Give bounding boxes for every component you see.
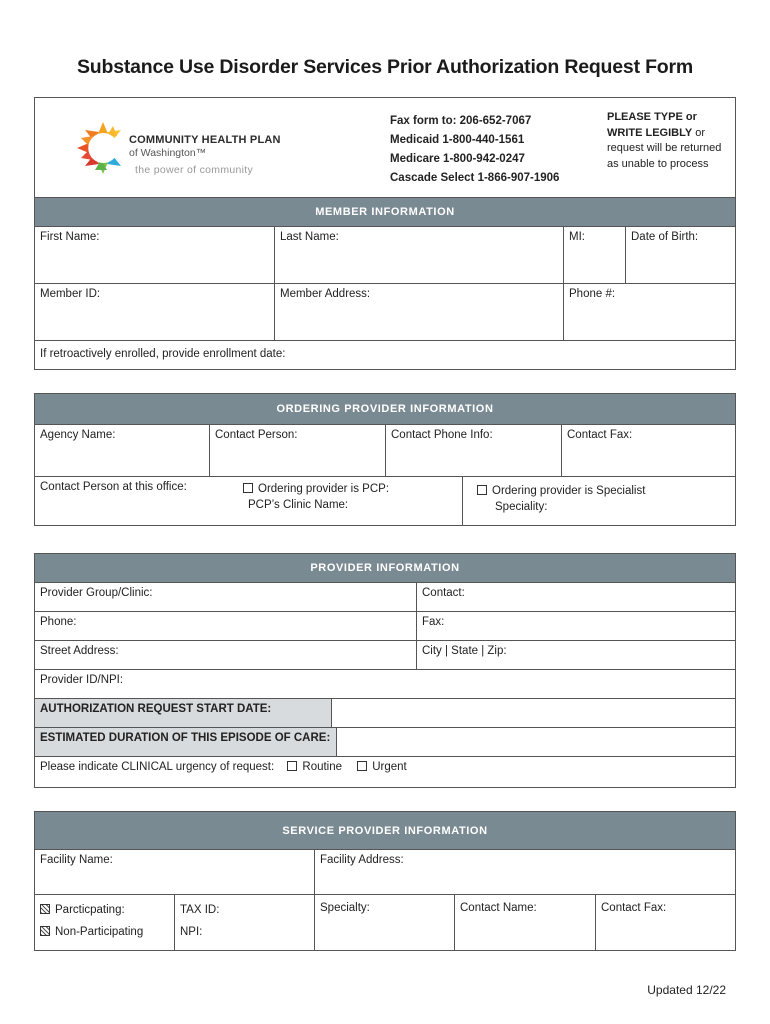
specialist-checkbox[interactable] [477,485,487,495]
logo-tagline: the power of community [135,164,254,176]
agency-name-field[interactable] [35,425,210,477]
participating-label: Parcticpating: [55,904,125,916]
member-id-label: Member ID: [40,288,101,300]
participating-option[interactable] [40,899,169,921]
form-header [34,97,736,198]
member-address-field[interactable] [275,284,564,341]
contact-phone-field[interactable] [386,425,562,477]
fax-contact-block [390,112,559,188]
service-npi-label: NPI: [180,926,203,938]
contact-phone-label: Contact Phone Info: [391,429,493,441]
legibility-notice-rest: or request will be returned as unable to process [607,126,722,170]
contact-fax-label: Contact Fax: [567,429,633,441]
cascade-line: Cascade Select 1-866-907-1906 [390,172,560,184]
provider-street-field[interactable] [35,641,417,670]
routine-checkbox[interactable] [287,761,297,771]
service-contact-fax-field[interactable] [596,895,736,951]
participating-checkbox[interactable] [40,904,50,914]
medicaid-line: Medicaid 1-800-440-1561 [390,134,525,146]
auth-start-field[interactable] [332,699,736,728]
last-name-field[interactable] [275,227,564,284]
provider-fax-field[interactable] [417,612,736,641]
contact-person-field[interactable] [210,425,386,477]
contact-fax-field[interactable] [562,425,736,477]
provider-phone-label: Phone: [40,616,77,628]
provider-header: PROVIDER INFORMATION [35,554,735,583]
non-participating-option[interactable] [40,921,169,943]
contact-office-label: Contact Person at this office: [40,481,187,493]
facility-address-field[interactable] [315,850,736,895]
service-contact-fax-label: Contact Fax: [601,902,667,914]
urgent-label: Urgent [372,761,407,773]
specialty-label: Specialty: [320,902,370,914]
provider-street-label: Street Address: [40,645,119,657]
fax-line: Fax form to: 206-652-7067 [390,115,532,127]
auth-start-label: AUTHORIZATION REQUEST START DATE: [40,703,272,715]
contact-office-field[interactable] [35,477,463,526]
pcp-clinic-label: PCP’s Clinic Name: [248,499,349,511]
service-provider-header: SERVICE PROVIDER INFORMATION [35,812,735,850]
dob-field[interactable] [626,227,736,284]
specialty-field[interactable] [315,895,455,951]
specialist-field[interactable] [463,477,736,526]
member-section [34,197,736,370]
facility-address-label: Facility Address: [320,854,404,866]
pcp-option[interactable] [243,481,389,513]
urgent-option[interactable] [357,761,407,773]
provider-city-label: City | State | Zip: [422,645,507,657]
auth-start-label-cell [35,699,332,728]
logo-sub: of Washington™ [129,147,207,159]
duration-field[interactable] [337,728,736,757]
medicare-line: Medicare 1-800-942-0247 [390,153,525,165]
pcp-checkbox[interactable] [243,483,253,493]
tax-id-label: TAX ID: [180,904,220,916]
provider-group-label: Provider Group/Clinic: [40,587,153,599]
member-phone-field[interactable] [564,284,736,341]
contact-name-label: Contact Name: [460,902,537,914]
updated-date: Updated 12/22 [647,983,726,997]
provider-city-field[interactable] [417,641,736,670]
legibility-notice-bold: PLEASE TYPE or WRITE LEGIBLY [607,111,697,139]
facility-name-field[interactable] [35,850,315,895]
ordering-provider-section [34,393,736,526]
provider-contact-field[interactable] [417,583,736,612]
non-participating-label: Non-Participating [55,926,144,938]
logo-name: COMMUNITY HEALTH PLAN [129,134,281,146]
contact-name-field[interactable] [455,895,596,951]
participation-cell [35,895,175,951]
first-name-field[interactable] [35,227,275,284]
urgent-checkbox[interactable] [357,761,367,771]
legibility-notice [607,110,727,172]
urgency-label: Please indicate CLINICAL urgency of request: [40,761,275,773]
member-address-label: Member Address: [280,288,371,300]
provider-section [34,553,736,788]
member-id-field[interactable] [35,284,275,341]
dob-label: Date of Birth: [631,231,699,243]
specialist-label: Ordering provider is Specialist [492,485,646,497]
specialist-option[interactable] [477,483,645,515]
pcp-label: Ordering provider is PCP: [258,483,390,495]
speciality-label: Speciality: [495,501,548,513]
facility-name-label: Facility Name: [40,854,113,866]
duration-label-cell [35,728,337,757]
routine-option[interactable] [287,761,342,773]
agency-name-label: Agency Name: [40,429,116,441]
mi-label: MI: [569,231,585,243]
provider-npi-label: Provider ID/NPI: [40,674,124,686]
community-health-plan-logo-icon [73,120,133,176]
service-provider-section [34,811,736,951]
duration-label: ESTIMATED DURATION OF THIS EPISODE OF CARE: [40,732,331,744]
provider-npi-field[interactable] [35,670,736,699]
provider-group-field[interactable] [35,583,417,612]
provider-phone-field[interactable] [35,612,417,641]
member-section-header: MEMBER INFORMATION [35,198,735,227]
last-name-label: Last Name: [280,231,339,243]
ordering-provider-header: ORDERING PROVIDER INFORMATION [35,394,735,425]
non-participating-checkbox[interactable] [40,926,50,936]
retro-enrollment-label: If retroactively enrolled, provide enrollment date: [40,348,286,360]
tax-npi-cell[interactable] [175,895,315,951]
routine-label: Routine [302,761,343,773]
urgency-row [35,757,736,788]
member-phone-label: Phone #: [569,288,616,300]
page-title: Substance Use Disorder Services Prior Authorization Request Form [76,56,694,78]
mi-field[interactable] [564,227,626,284]
provider-contact-label: Contact: [422,587,465,599]
contact-person-label: Contact Person: [215,429,298,441]
retro-enrollment-field[interactable] [35,341,736,370]
first-name-label: First Name: [40,231,100,243]
provider-fax-label: Fax: [422,616,445,628]
